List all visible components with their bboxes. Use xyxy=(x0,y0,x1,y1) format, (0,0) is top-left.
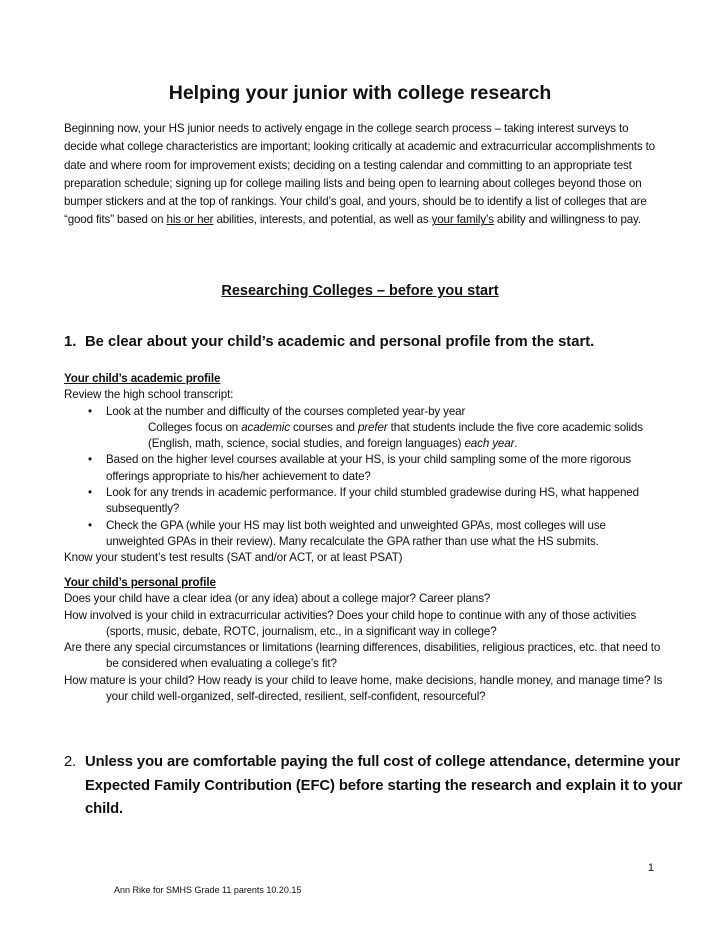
section-2-heading xyxy=(64,751,685,822)
list-item xyxy=(64,518,664,551)
bullet-icon: • xyxy=(88,486,92,500)
section-2-number: 2. xyxy=(64,754,77,770)
profile-question: How mature is your child? How ready is your child to leave home, make decisions, handle money, and manage time? Is your child well-organized, self-directed, resilient, self-confident, resourceful? xyxy=(64,673,663,704)
section-1-title: Be clear about your child’s academic and personal profile from the start. xyxy=(85,334,595,350)
transcript-intro: Review the high school transcript: xyxy=(64,388,234,402)
academic-profile-block xyxy=(64,371,664,567)
bullet-text: Check the GPA (while your HS may list both weighted and unweighted GPAs, most colleges will use unweighted GPAs in their review). Many recalculate the GPA rather than use what the HS submits. xyxy=(106,518,606,548)
section-1-number: 1. xyxy=(64,334,77,350)
academic-profile-label: Your child’s academic profile xyxy=(64,372,221,385)
profile-question: Does your child have a clear idea (or any idea) about a college major? Career plans? xyxy=(64,592,491,606)
profile-question: Are there any special circumstances or limitations (learning differences, disabilities, religious practices, etc. that need to be considered when evaluating a college’s fit? xyxy=(64,641,661,671)
intro-text-3: ability and willingness to pay. xyxy=(493,213,641,227)
test-results-text: Know your student’s test results (SAT and/or ACT, or at least PSAT) xyxy=(64,551,403,565)
bullet-icon: • xyxy=(88,453,92,467)
intro-paragraph xyxy=(64,120,664,230)
section-subheading: Researching Colleges – before you start xyxy=(221,283,499,299)
profile-question: How involved is your child in extracurricular activities? Does your child hope to continue with any of those activities (sports, music, debate, ROTC, journalism, etc., in a significant way in college? xyxy=(64,608,637,638)
personal-profile-label: Your child’s personal profile xyxy=(64,576,216,589)
page-title: Helping your junior with college research xyxy=(168,82,552,104)
bullet-text: Look at the number and difficulty of the courses completed year-by year xyxy=(106,404,466,418)
list-item xyxy=(64,404,664,420)
bullet-icon: • xyxy=(88,404,92,418)
section-2-title: Unless you are comfortable paying the full cost of college attendance, determine your Expected Family Contribution (EFC) before starting the research and explain it to your child. xyxy=(85,754,683,817)
section-1-heading xyxy=(64,334,594,350)
personal-profile-block xyxy=(64,575,664,705)
intro-text-2: abilities, interests, and potential, as well as xyxy=(213,213,432,227)
list-item xyxy=(64,485,664,518)
intro-text-1: Beginning now, your HS junior needs to actively engage in the college search process – taking interest surveys to decide what college characteristics are important; looking critically at academic and extracurricular accomplishments to date and where room for improvement exists; deciding on a testing calendar and committing to an appropriate test preparation schedule; signing up for college mailing lists and being open to learning about colleges beyond those on bumper stickers and at the top of rankings. Your child’s goal, and yours, should be to identify a list of colleges that are “good fits” based on xyxy=(64,122,655,227)
bullet-icon: • xyxy=(88,518,92,532)
bullet-sub-text: Colleges focus on academic courses and prefer that students include the five core academic solids (English, math, science, social studies, and foreign languages) each year. xyxy=(148,420,643,451)
intro-underlined-your-family: your family’s xyxy=(431,213,494,227)
bullet-text: Look for any trends in academic performance. If your child stumbled gradewise during HS, what happened subsequently? xyxy=(106,486,639,516)
footer-text: Ann Rike for SMHS Grade 11 parents 10.20.15 xyxy=(114,885,302,895)
list-item xyxy=(64,452,664,485)
page-number: 1 xyxy=(647,862,654,874)
intro-underlined-his-or-her: his or her xyxy=(166,213,214,227)
bullet-text: Based on the higher level courses available at your HS, is your child sampling some of the more rigorous offerings appropriate to his/her achievement to date? xyxy=(106,453,631,483)
